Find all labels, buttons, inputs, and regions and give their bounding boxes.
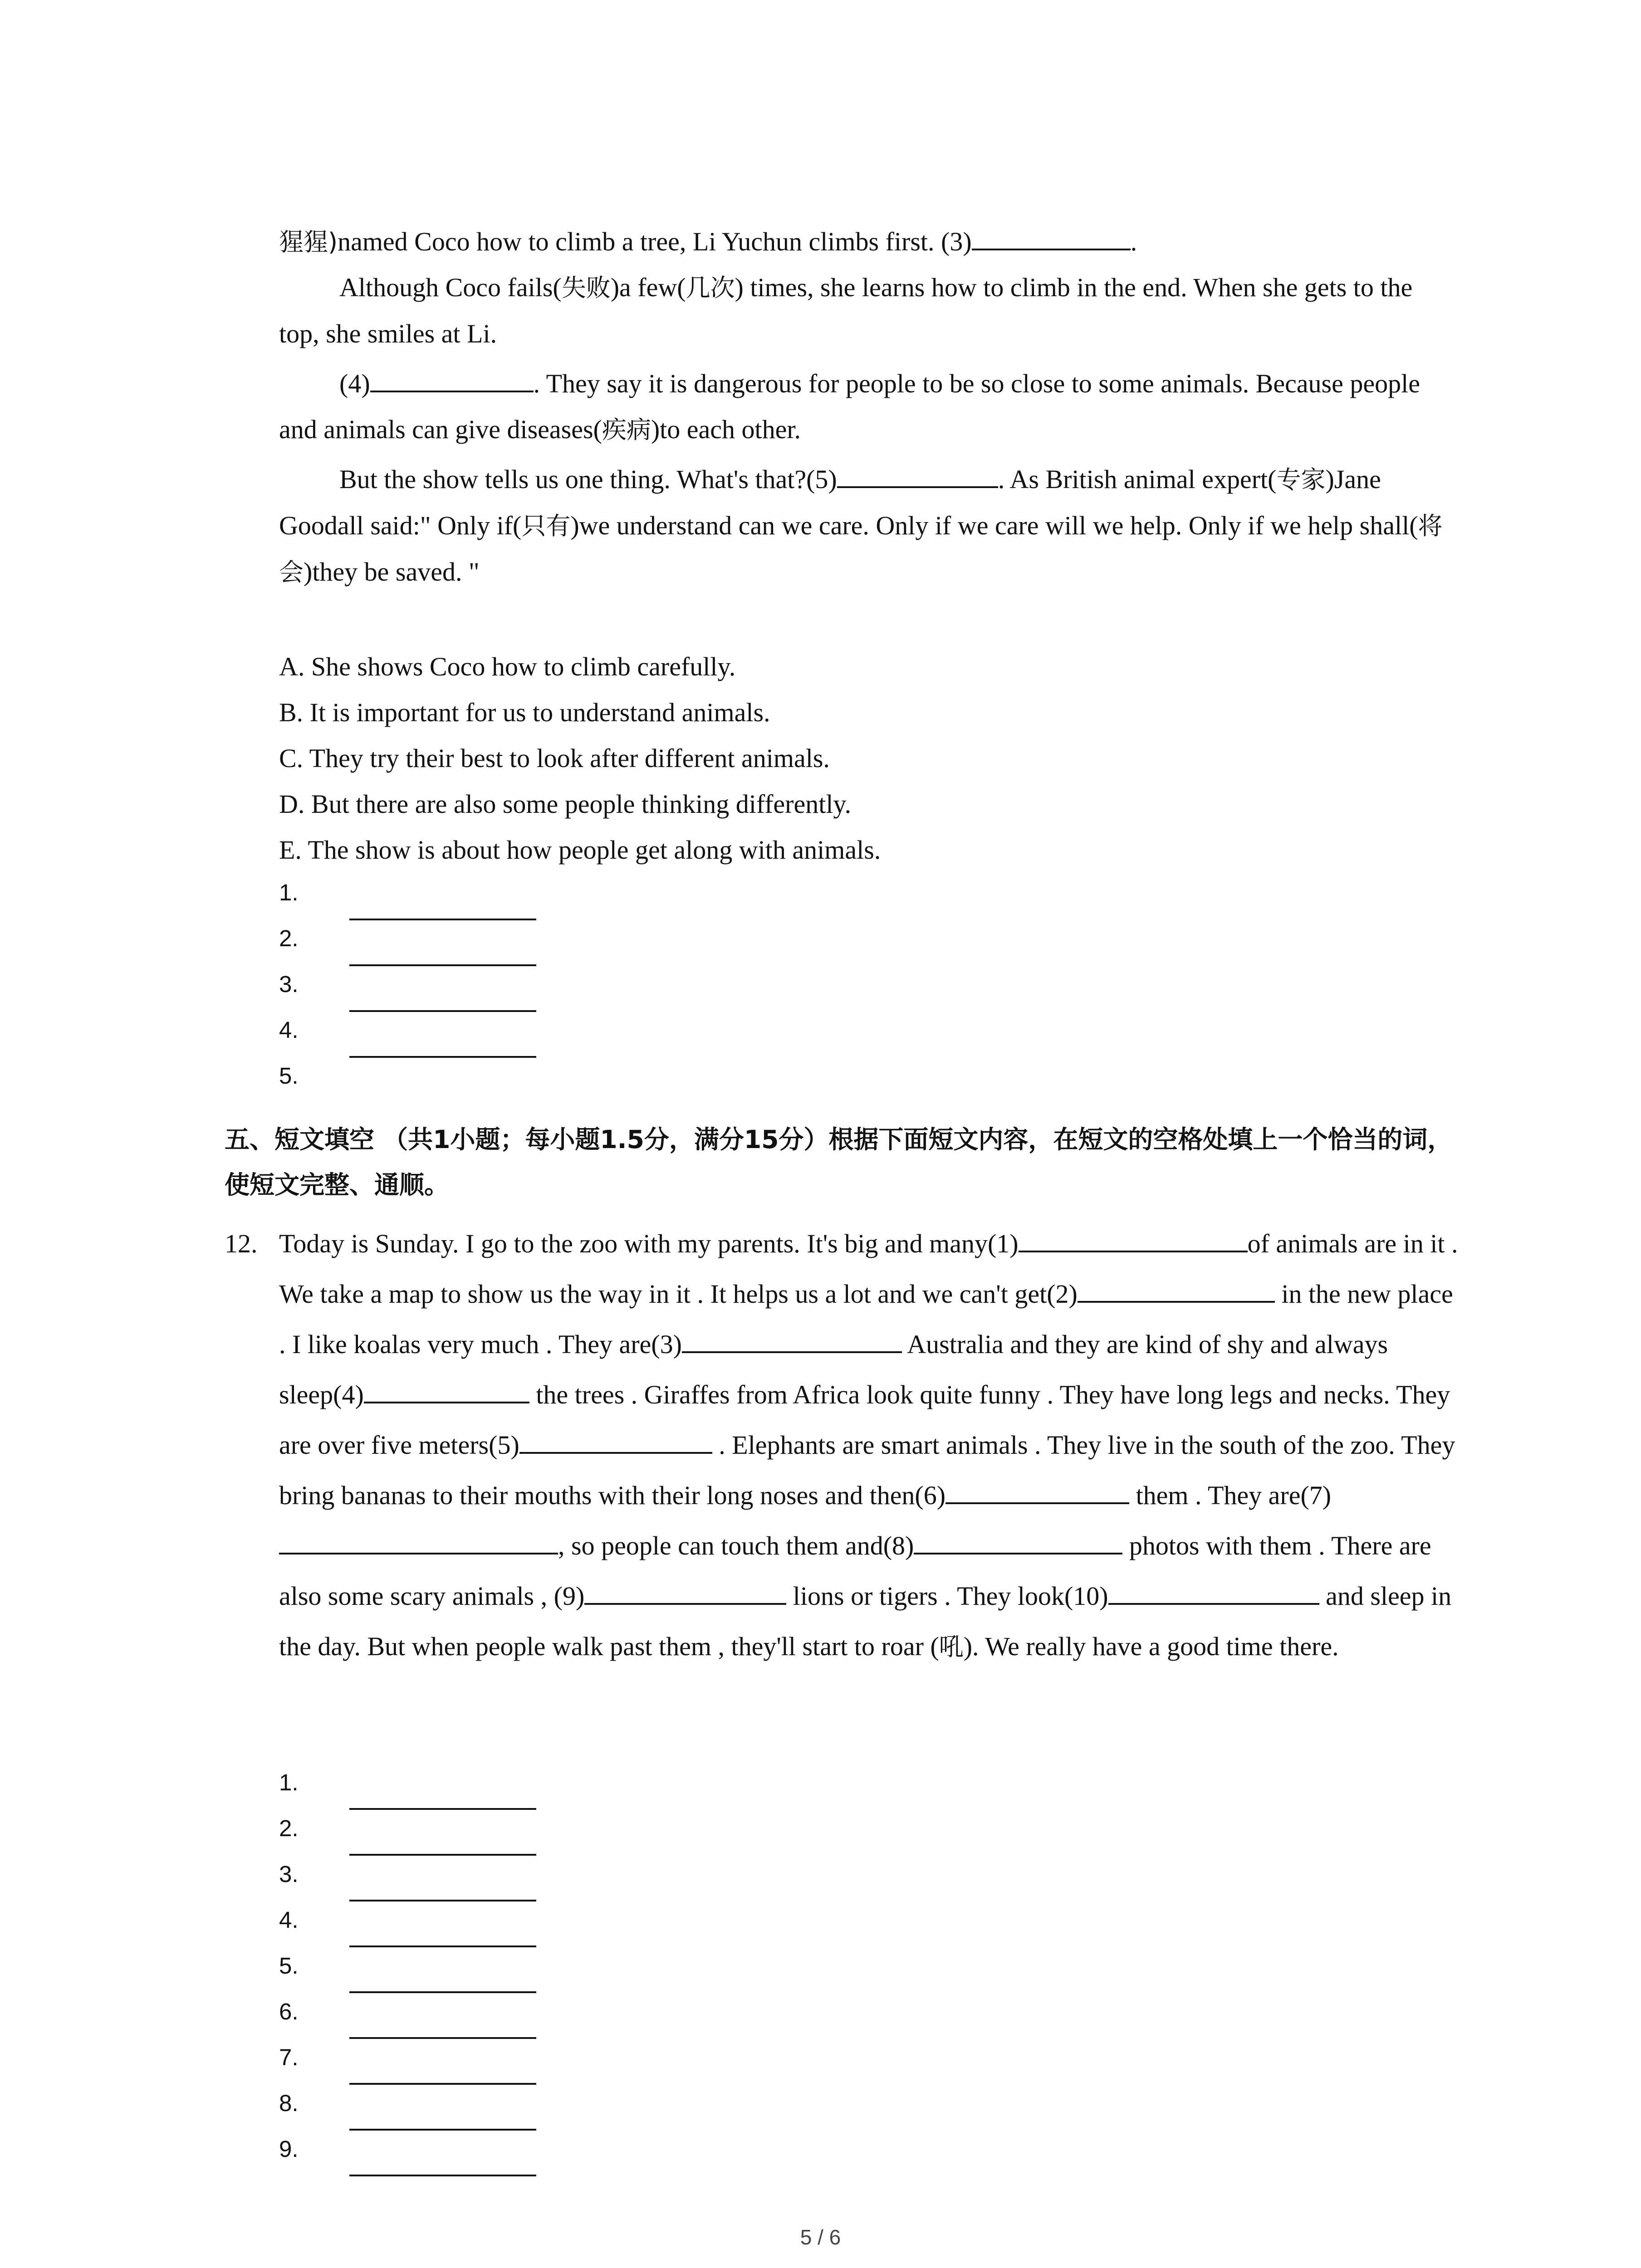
answer-line-3[interactable]	[349, 1010, 536, 1012]
blank-8[interactable]	[914, 1525, 1122, 1554]
passage-paragraph-1: 猩猩)named Coco how to climb a tree, Li Yuchun climbs first. (3) .	[279, 219, 1459, 265]
answer-line-3[interactable]	[349, 1900, 536, 1901]
answer-number: 9.	[279, 2136, 299, 2162]
answer-line-5[interactable]	[349, 1991, 536, 1993]
option-c: C. They try their best to look after different animals.	[279, 743, 830, 773]
blank-4[interactable]	[370, 362, 534, 392]
blank-5[interactable]	[519, 1424, 712, 1454]
question-12-passage: Today is Sunday. I go to the zoo with my parents. It's big and many(1) of animals are in it . We take a map to show us the way in it . It helps us a lot and we can't get(2) in the new place . I like koalas very much . They are(3) Australia and they are kind of shy and always sleep(4) the trees . Giraffes from Africa look quite funny . They have long legs and necks. They are over five meters(5) . Elephants are smart animals . They live in the south of the zoo. They bring bananas to their mouths with their long noses and then(6) them . They are(7), so people can touch them and(8) photos with them . There are also some scary animals , (9) lions or tigers . They look(10) and sleep in the day. But when people walk past them , they'll start to roar (吼). We really have a good time there.	[279, 1218, 1459, 1672]
option-a: A. She shows Coco how to climb carefully.	[279, 652, 736, 681]
answer-number: 3.	[279, 971, 299, 997]
answer-line-4[interactable]	[349, 1945, 536, 1947]
answer-line-7[interactable]	[349, 2083, 536, 2085]
answer-number: 3.	[279, 1861, 299, 1887]
cjk-gloss: 猩猩)	[279, 228, 338, 256]
passage-paragraph-2: Although Coco fails(失败)a few(几次) times, she learns how to climb in the end. When she gets to the top, she smiles at Li.	[279, 273, 1413, 348]
answer-number: 4.	[279, 1907, 299, 1933]
page-number: 5 / 6	[800, 2225, 841, 2249]
blank-9[interactable]	[584, 1575, 786, 1605]
answer-line-1[interactable]	[349, 919, 536, 920]
answer-line-4[interactable]	[349, 1056, 536, 1058]
option-e: E. The show is about how people get along with animals.	[279, 835, 881, 865]
passage-paragraph-4: But the show tells us one thing. What's that?(5) . As British animal expert(专家)Jane Goodall said:" Only if(只有)we understand can we care. Only if we care will we help. Only if we help shall(将会)they be saved. "	[279, 456, 1459, 595]
blank-3[interactable]	[972, 220, 1131, 250]
blank-5[interactable]	[837, 458, 998, 488]
option-d: D. But there are also some people thinking differently.	[279, 789, 852, 819]
blank-7[interactable]	[279, 1525, 558, 1554]
answer-line-6[interactable]	[349, 2037, 536, 2039]
blank-6[interactable]	[945, 1474, 1129, 1504]
answer-number: 5.	[279, 1953, 299, 1979]
answer-number: 2.	[279, 925, 299, 951]
answer-number: 4.	[279, 1017, 299, 1043]
answer-number: 6.	[279, 1999, 299, 2024]
answer-number: 1.	[279, 880, 299, 905]
answer-line-1[interactable]	[349, 1808, 536, 1810]
passage-paragraph-3: (4) . They say it is dangerous for people to be so close to some animals. Because people and animals can give diseases(疾病)to each other.	[279, 361, 1459, 453]
cjk-gloss: 几次	[686, 274, 735, 302]
answer-number: 5.	[279, 1063, 299, 1089]
question-number: 12.	[225, 1229, 258, 1258]
option-b: B. It is important for us to understand animals.	[279, 698, 770, 727]
cjk-gloss: 失败	[561, 274, 611, 302]
cjk-gloss: 只有	[521, 512, 571, 540]
answer-line-9[interactable]	[349, 2175, 536, 2176]
blank-3[interactable]	[682, 1323, 902, 1353]
answer-line-2[interactable]	[349, 964, 536, 966]
blank-1[interactable]	[1019, 1222, 1248, 1252]
answer-line-2[interactable]	[349, 1854, 536, 1856]
cjk-gloss: 专家	[1276, 465, 1326, 494]
blank-2[interactable]	[1078, 1273, 1275, 1303]
blank-10[interactable]	[1108, 1575, 1319, 1605]
answer-line-8[interactable]	[349, 2129, 536, 2131]
cjk-gloss: 疾病	[602, 415, 651, 444]
answer-number: 8.	[279, 2090, 299, 2116]
cjk-gloss: 吼	[939, 1633, 964, 1661]
answer-number: 2.	[279, 1815, 299, 1841]
answer-number: 1.	[279, 1769, 299, 1795]
blank-4[interactable]	[364, 1374, 529, 1403]
section-title: 五、短文填空 （共1小题；每小题1.5分，满分15分）根据下面短文内容，在短文的空格处填上一个恰当的词，使短文完整、通顺。	[225, 1125, 1453, 1199]
answer-number: 7.	[279, 2044, 299, 2070]
cjk-gloss: 将会	[279, 512, 1443, 587]
